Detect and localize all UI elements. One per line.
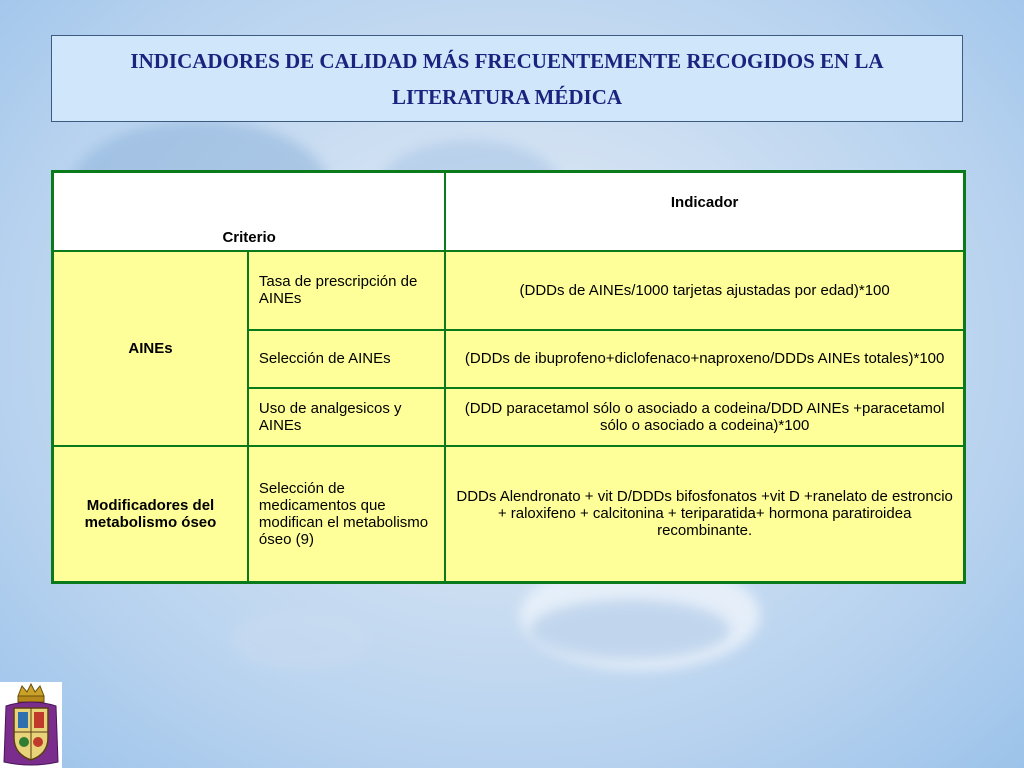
category-cell: Modificadores del metabolismo óseo <box>53 446 248 583</box>
table-row <box>53 446 965 583</box>
slide-title-box <box>51 35 963 122</box>
indicador-cell: (DDD paracetamol sólo o asociado a codeina/DDD AINEs +paracetamol sólo o asociado a codeina)*100 <box>445 388 964 446</box>
quality-indicators-table <box>51 170 966 584</box>
header-indicador: Indicador <box>445 172 964 251</box>
criterio-cell: Selección de AINEs <box>248 330 445 388</box>
criterio-cell: Uso de analgesicos y AINEs <box>248 388 445 446</box>
category-cell: AINEs <box>53 251 248 446</box>
table-header-row <box>53 172 965 251</box>
table-row <box>53 251 965 330</box>
indicador-cell: DDDs Alendronato + vit D/DDDs bifosfonatos +vit D +ranelato de estroncio + raloxifeno + calcitonina + teriparatida+ hormona paratiroidea recombinante. <box>445 446 964 583</box>
background-shape <box>230 610 370 670</box>
header-criterio: Criterio <box>53 172 446 251</box>
coat-of-arms-icon <box>0 682 62 768</box>
criterio-cell: Tasa de prescripción de AINEs <box>248 251 445 330</box>
background-shape <box>530 600 730 660</box>
slide-title: INDICADORES DE CALIDAD MÁS FRECUENTEMENTE RECOGIDOS EN LA LITERATURA MÉDICA <box>130 48 884 109</box>
criterio-cell: Selección de medicamentos que modifican el metabolismo óseo (9) <box>248 446 445 583</box>
indicador-cell: (DDDs de ibuprofeno+diclofenaco+naproxeno/DDDs AINEs totales)*100 <box>445 330 964 388</box>
indicador-cell: (DDDs de AINEs/1000 tarjetas ajustadas por edad)*100 <box>445 251 964 330</box>
